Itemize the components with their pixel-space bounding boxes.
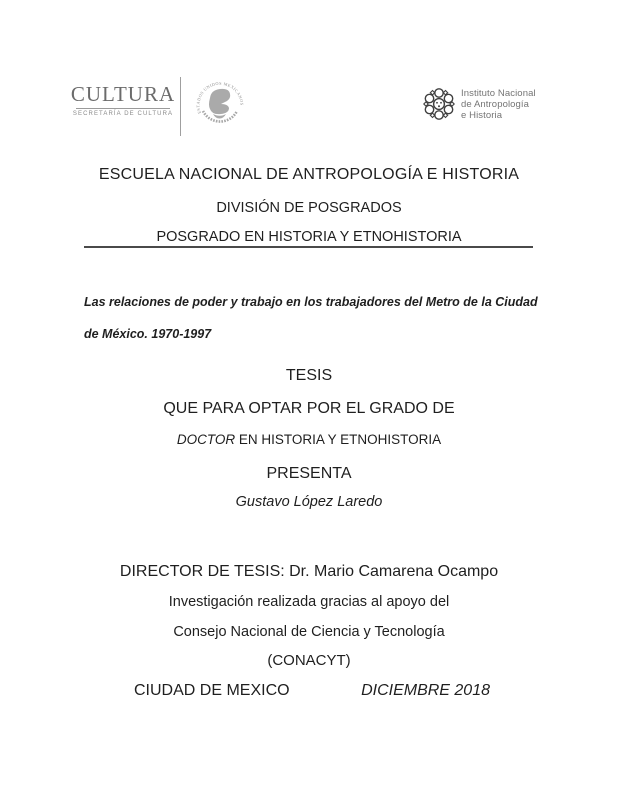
logo-divider-line (180, 77, 181, 136)
program-name: POSGRADO EN HISTORIA Y ETNOHISTORIA (156, 229, 462, 245)
degree-line (0, 432, 618, 448)
inah-name-line3: e Historia (461, 109, 503, 121)
institution-name: ESCUELA NACIONAL DE ANTROPOLOGÍA E HISTORIA (98, 166, 520, 183)
city-label: CIUDAD DE MEXICO (134, 682, 290, 699)
seal-arc-text: ESTADOS UNIDOS MEXICANOS (195, 80, 245, 115)
tesis-heading: TESIS (285, 367, 333, 384)
inah-emblem-icon (421, 84, 457, 124)
division-name: DIVISIÓN DE POSGRADOS (216, 200, 402, 216)
mexico-national-seal-icon (193, 75, 247, 129)
funding-line1: Investigación realizada gracias al apoyo del (168, 594, 450, 610)
inah-name-line2: de Antropología (461, 98, 530, 110)
date-label: DICIEMBRE 2018 (361, 682, 490, 699)
inah-name-line1: Instituto Nacional (461, 87, 536, 99)
director-line: DIRECTOR DE TESIS: Dr. Mario Camarena Ocampo (119, 563, 499, 580)
thesis-title-line2: de México. 1970-1997 (84, 327, 212, 341)
inah-name (461, 88, 536, 121)
degree-rest: EN HISTORIA Y ETNOHISTORIA (235, 432, 442, 447)
author-name: Gustavo López Laredo (235, 494, 383, 510)
seal-eagle (209, 89, 230, 114)
inah-logo (421, 84, 536, 124)
cultura-logo (70, 84, 176, 117)
grade-intro: QUE PARA OPTAR POR EL GRADO DE (163, 400, 455, 417)
degree-word: DOCTOR (176, 432, 236, 447)
funding-acronym: (CONACYT) (267, 652, 351, 669)
seal-base (213, 114, 226, 119)
cultura-subtitle: SECRETARÍA DE CULTURA (72, 111, 174, 117)
cultura-wordmark: CULTURA (70, 82, 176, 106)
presenta-label: PRESENTA (266, 465, 352, 482)
funding-line2: Consejo Nacional de Ciencia y Tecnología (173, 624, 445, 640)
header-rule (84, 246, 533, 248)
thesis-title-line1: Las relaciones de poder y trabajo en los trabajadores del Metro de la Ciudad (84, 295, 538, 309)
city-date-row (84, 681, 533, 700)
cultura-rule (76, 108, 170, 109)
